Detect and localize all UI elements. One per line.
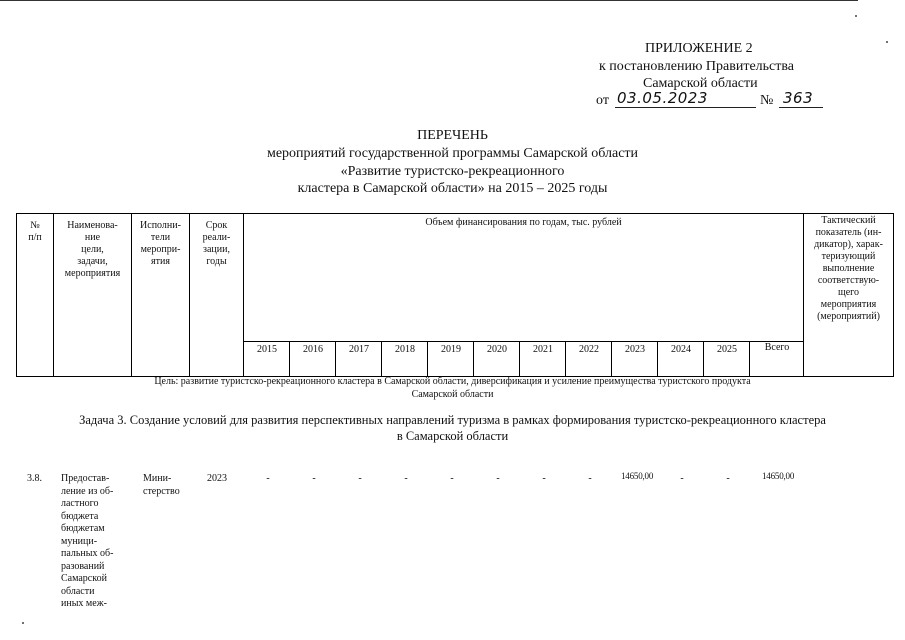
- year-2015: 2015: [257, 344, 277, 355]
- year-2016: 2016: [303, 344, 323, 355]
- header-period: Срок реали- зации, годы: [202, 220, 231, 267]
- year-2019: 2019: [441, 344, 461, 355]
- value-2021: -: [542, 473, 546, 484]
- header-num: № п/п: [28, 220, 42, 243]
- task-line-2: в Самарской области: [396, 429, 509, 443]
- date-prefix: от: [596, 93, 609, 108]
- header-funding: Объем финансирования по годам, тыс. рублей: [425, 217, 622, 228]
- number-underline: [779, 107, 823, 108]
- appendix-title: ПРИЛОЖЕНИЕ 2: [645, 41, 753, 56]
- number-prefix: №: [760, 93, 774, 108]
- document-subtitle-1: мероприятий государственной программы Самарской области: [266, 146, 639, 161]
- scan-speck: [22, 622, 24, 624]
- value-total: 14650,00: [762, 471, 795, 481]
- year-2018: 2018: [395, 344, 415, 355]
- value-2020: -: [496, 473, 500, 484]
- date-handwritten: 03.05.2023: [617, 89, 708, 107]
- year-total: Всего: [764, 342, 790, 353]
- document-title: ПЕРЕЧЕНЬ: [417, 128, 488, 143]
- year-2022: 2022: [579, 344, 599, 355]
- value-2022: -: [588, 473, 592, 484]
- header-executors: Исполни- тели меропри- ятия: [140, 220, 181, 267]
- value-2025: -: [726, 473, 730, 484]
- year-2025: 2025: [717, 344, 737, 355]
- year-2021: 2021: [533, 344, 553, 355]
- scan-speck: [855, 15, 857, 17]
- scan-speck: [886, 41, 888, 43]
- value-2023: 14650,00: [621, 471, 654, 481]
- year-2024: 2024: [671, 344, 691, 355]
- value-2018: -: [404, 473, 408, 484]
- value-2017: -: [358, 473, 362, 484]
- row-period: 2023: [207, 473, 227, 484]
- resolution-line-1: к постановлению Правительства: [599, 59, 795, 74]
- document-subtitle-3: кластера в Самарской области» на 2015 – 2025 годы: [297, 181, 608, 196]
- year-2020: 2020: [487, 344, 507, 355]
- goal-line-1: Цель: развитие туристско-рекреационного кластера в Самарской области, диверсификация и усиление преимущества туристского продукта: [154, 376, 751, 387]
- value-2015: -: [266, 473, 270, 484]
- value-2024: -: [680, 473, 684, 484]
- row-executor: Мини- стерство: [143, 473, 180, 497]
- value-2016: -: [312, 473, 316, 484]
- date-underline: [615, 107, 756, 108]
- goal-line-2: Самарской области: [411, 389, 494, 400]
- value-2019: -: [450, 473, 454, 484]
- row-name: Предостав- ление из об- ластного бюджета бюджетам муници- пальных об- разований Самарской области иных меж-: [61, 473, 114, 609]
- task-line-1: Задача 3. Создание условий для развития перспективных направлений туризма в рамках формирования туристско-рекреационного кластера: [79, 413, 826, 427]
- year-2023: 2023: [625, 344, 645, 355]
- number-handwritten: 363: [783, 89, 814, 107]
- year-2017: 2017: [349, 344, 369, 355]
- header-indicator: Тактический показатель (ин- дикатор), харак- теризующий выполнение соответствую- щего мероприятия (мероприятий): [814, 215, 883, 322]
- resolution-line-2: Самарской области: [643, 76, 758, 91]
- document-subtitle-2: «Развитие туристско-рекреационного: [340, 164, 565, 179]
- header-name: Наименова- ние цели, задачи, мероприятия: [64, 220, 121, 279]
- row-number: 3.8.: [27, 473, 42, 484]
- top-edge-line: [0, 0, 858, 1]
